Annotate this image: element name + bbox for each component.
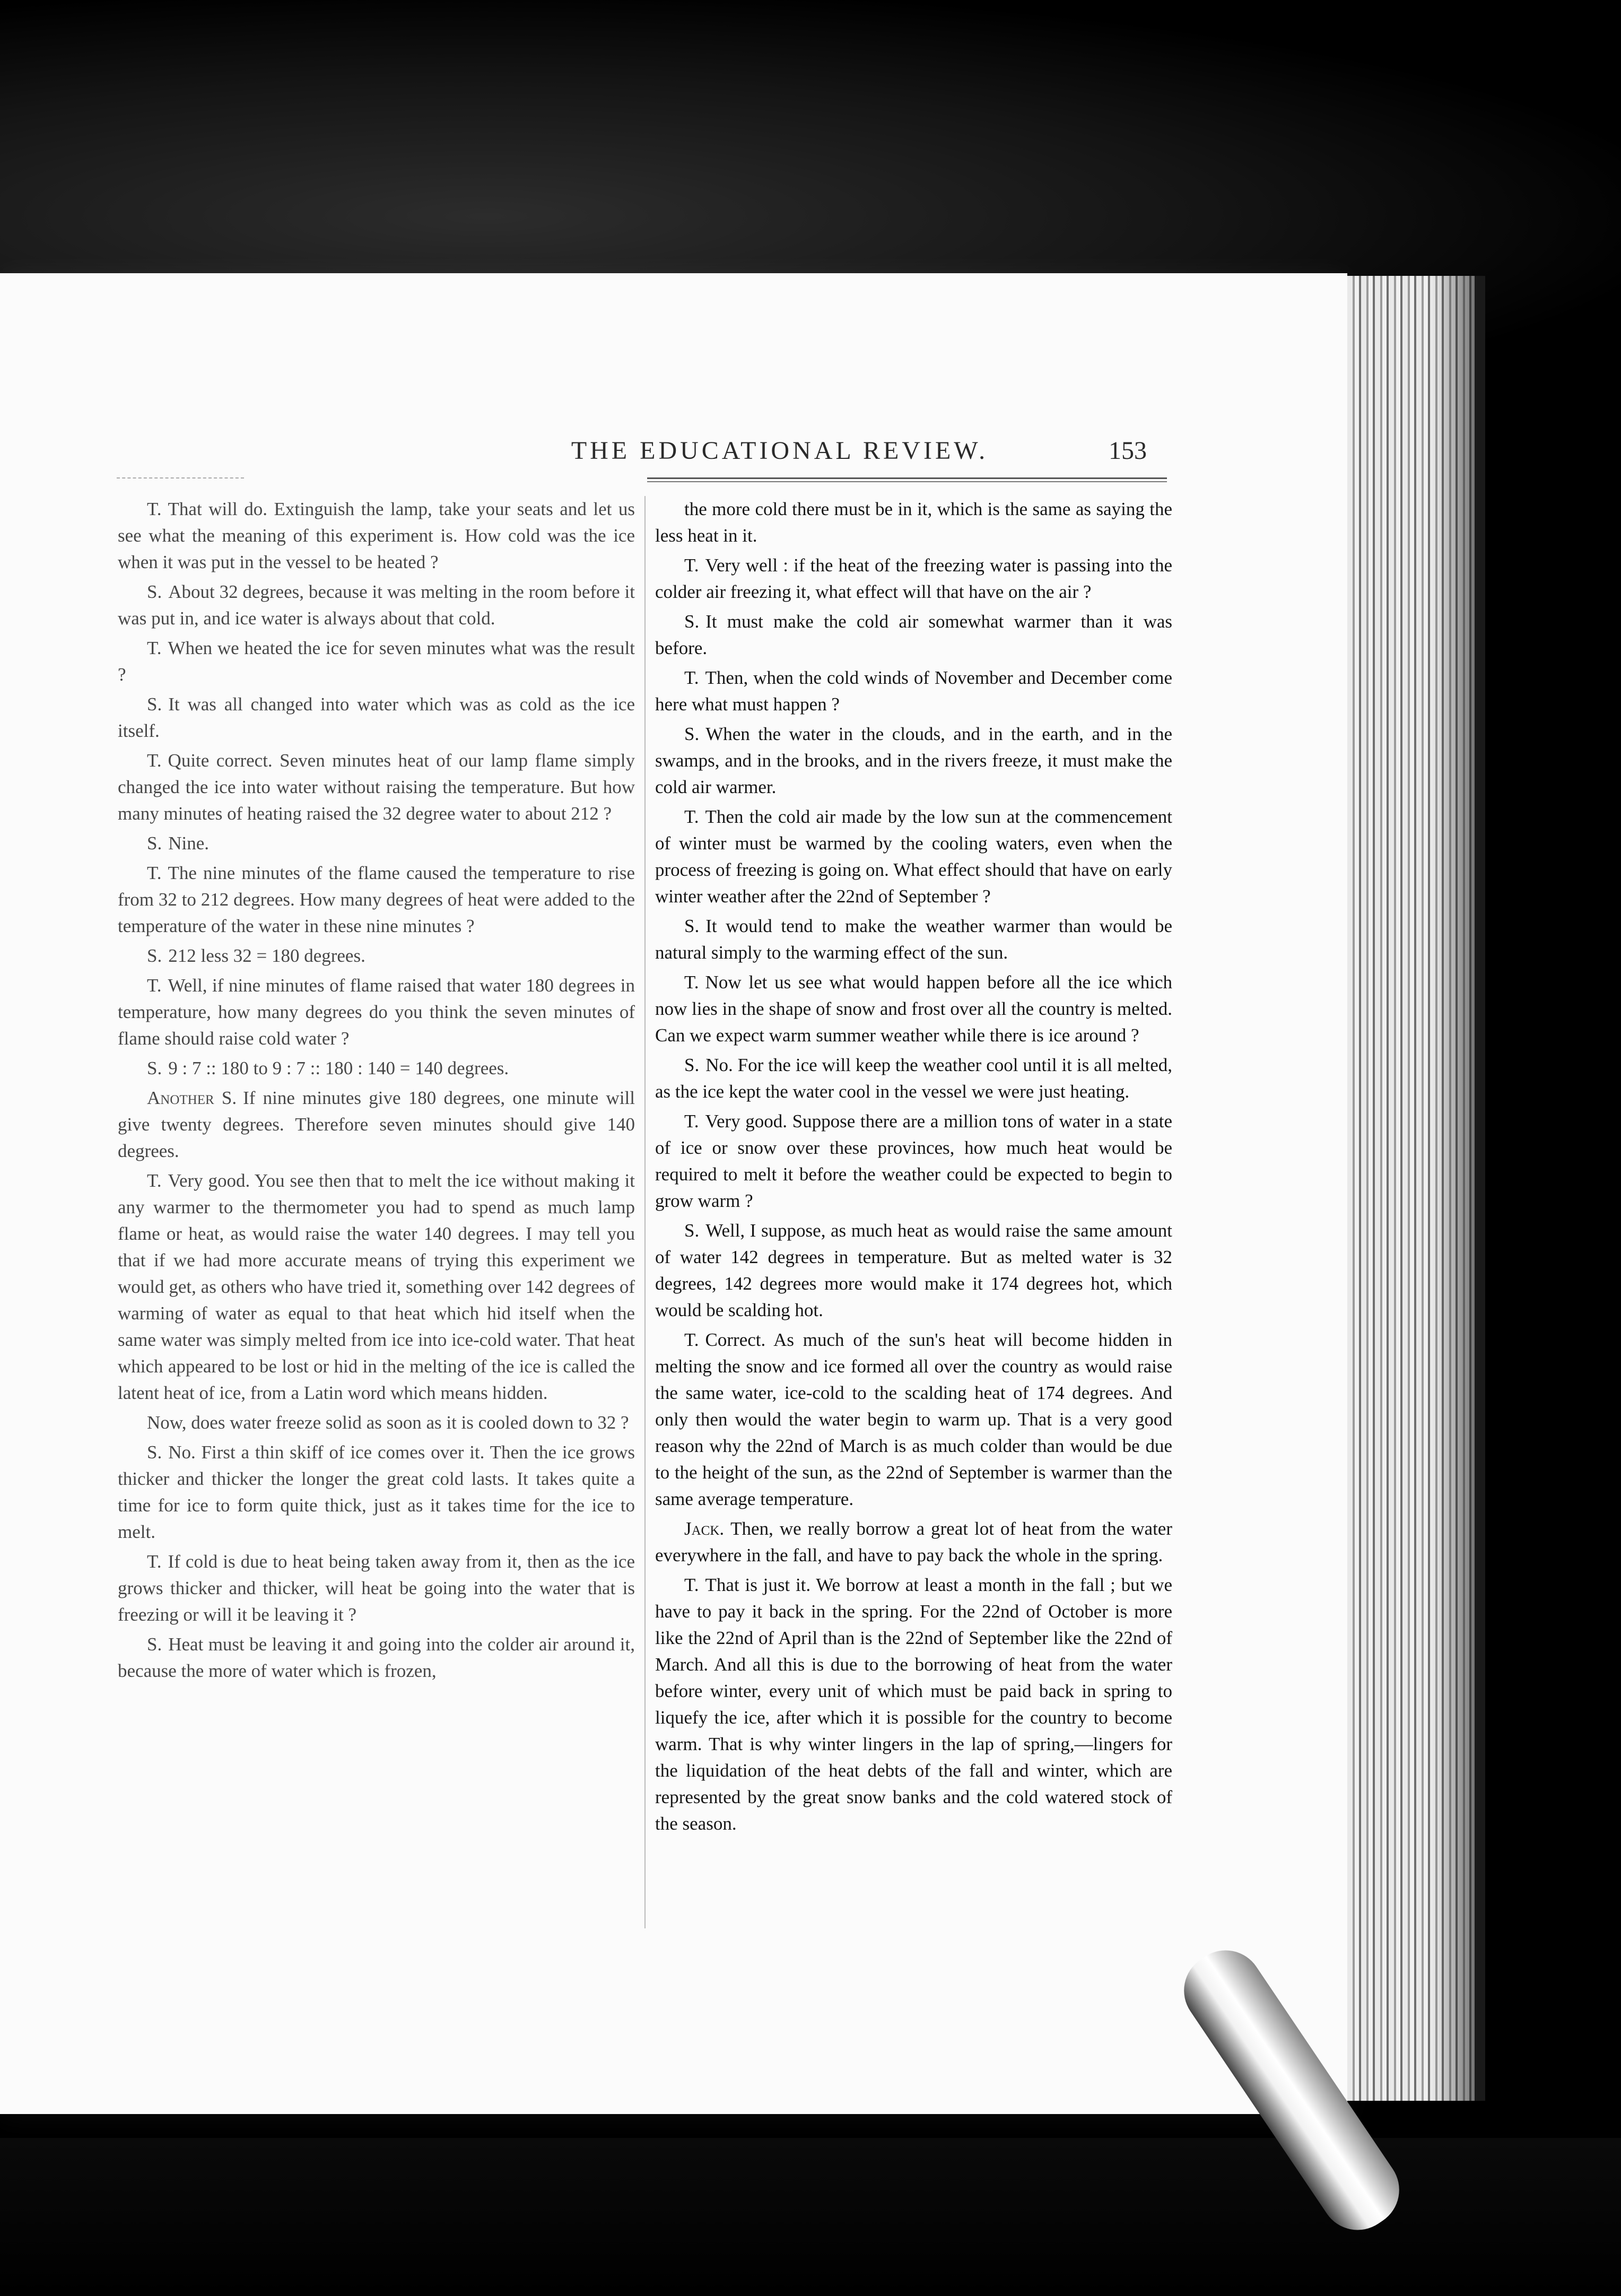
paragraph-text: It must make the cold air somewhat warmer than it was before.	[655, 611, 1172, 658]
speaker-label: T.	[684, 1111, 699, 1132]
speaker-label: T.	[684, 1329, 699, 1350]
paragraph-text: About 32 degrees, because it was melting in the room before it was put in, and ice water is always about that cold.	[118, 581, 635, 629]
paragraph	[118, 972, 635, 1052]
paragraph-text: Very well : if the heat of the freezing water is passing into the colder air freezing it, what effect will that have on the air ?	[655, 555, 1172, 602]
paragraph	[655, 804, 1172, 910]
paragraph-text: Very good. You see then that to melt the ice without making it any warmer to the thermometer you had to spend as much lamp flame or heat, as would raise the water 140 degrees. I may tell you that if we had more accurate means of trying this experiment we would get, as others who have tried it, something over 142 degrees of warming of water as equal to that heat which hid itself when the same water was simply melted from ice into ice-cold water. That heat which appeared to be lost or hid in the melting of the ice is called the latent heat of ice, from a Latin word which means hidden.	[118, 1170, 635, 1403]
paragraph-text: Now, does water freeze solid as soon as it is cooled down to 32 ?	[147, 1412, 629, 1433]
speaker-label: T.	[147, 863, 162, 883]
paragraph-text: Then, when the cold winds of November and December come here what must happen ?	[655, 667, 1172, 715]
speaker-label: S.	[147, 945, 162, 966]
paragraph	[118, 1549, 635, 1628]
paragraph	[118, 579, 635, 632]
paragraph-text: It would tend to make the weather warmer than would be natural simply to the warming effect of the sun.	[655, 916, 1172, 963]
paragraph-text: No. First a thin skiff of ice comes over it. Then the ice grows thicker and thicker the longer the great cold lasts. It takes quite a time for ice to form quite thick, just as it takes time for the ice to melt.	[118, 1442, 635, 1542]
paragraph	[655, 721, 1172, 801]
paragraph-text: No. For the ice will keep the weather cool until it is all melted, as the ice kept the water cool in the vessel we were just heating.	[655, 1055, 1172, 1102]
paragraph	[655, 1572, 1172, 1837]
paragraph-text: Quite correct. Seven minutes heat of our lamp flame simply changed the ice into water without raising the temperature. But how many minutes of heating raised the 32 degree water to about 212 ?	[118, 750, 635, 824]
paragraph-text: That will do. Extinguish the lamp, take your seats and let us see what the meaning of this experiment is. How cold was the ice when it was put in the vessel to be heated ?	[118, 499, 635, 572]
header-rule-short	[117, 477, 244, 479]
paragraph-text: 9 : 7 :: 180 to 9 : 7 :: 180 : 140 = 140 degrees.	[168, 1058, 509, 1079]
paragraph	[655, 1108, 1172, 1214]
paragraph	[118, 1055, 635, 1082]
paragraph	[118, 830, 635, 857]
paragraph-text: Well, if nine minutes of flame raised that water 180 degrees in temperature, how many degrees do you think the seven minutes of flame should raise cold water ?	[118, 975, 635, 1049]
paragraph-text: It was all changed into water which was as cold as the ice itself.	[118, 694, 635, 741]
paragraph	[118, 1410, 635, 1436]
paragraph-text: Correct. As much of the sun's heat will become hidden in melting the snow and ice formed all over the country as would raise the same water, ice-cold to the scalding heat of 174 degrees. And only then would the water begin to warm up. That is a very good reason why the 22nd of March is as much colder than would be due to the height of the sun, as the 22nd of September is warmer than the same average temperature.	[655, 1329, 1172, 1509]
speaker-label: S.	[684, 1220, 700, 1241]
speaker-label: S.	[684, 1055, 700, 1075]
paragraph	[655, 969, 1172, 1049]
speaker-label: S.	[147, 1058, 162, 1079]
paragraph-text: 212 less 32 = 180 degrees.	[168, 945, 365, 966]
page-number: 153	[1109, 437, 1147, 465]
speaker-label: S.	[147, 694, 162, 715]
paragraph	[655, 665, 1172, 718]
speaker-label: T.	[147, 1551, 162, 1572]
speaker-label: S.	[684, 916, 700, 936]
speaker-label: T.	[684, 972, 699, 993]
paragraph-text: When we heated the ice for seven minutes what was the result ?	[118, 638, 635, 685]
paragraph	[655, 1052, 1172, 1105]
paragraph	[655, 1327, 1172, 1512]
paragraph	[655, 608, 1172, 662]
paragraph	[118, 1631, 635, 1684]
paragraph-text: Now let us see what would happen before all the ice which now lies in the shape of snow and frost over all the country is melted. Can we expect warm summer weather while there is ice around ?	[655, 972, 1172, 1046]
speaker-label: S.	[147, 833, 162, 854]
paragraph	[118, 943, 635, 969]
column-divider	[644, 496, 646, 1928]
paragraph-text: the more cold there must be in it, which is the same as saying the less heat in it.	[655, 499, 1172, 546]
speaker-label: T.	[684, 667, 699, 688]
header-rule	[647, 477, 1167, 482]
speaker-label: S.	[147, 581, 162, 602]
paragraph-text: If cold is due to heat being taken away from it, then as the ice grows thicker and thicker, will heat be going into the water that is freezing or will it be leaving it ?	[118, 1551, 635, 1625]
speaker-label: T.	[147, 975, 162, 996]
paragraph	[118, 1439, 635, 1545]
speaker-label: S.	[147, 1634, 162, 1655]
paragraph	[118, 496, 635, 576]
paragraph-text: Very good. Suppose there are a million tons of water in a state of ice or snow over these provinces, how much heat would be required to melt it before the weather could be expected to begin to grow warm ?	[655, 1111, 1172, 1211]
paragraph	[655, 496, 1172, 549]
paragraph	[118, 860, 635, 940]
running-head: THE EDUCATIONAL REVIEW.	[571, 437, 989, 465]
paragraph-text: Then, we really borrow a great lot of heat from the water everywhere in the fall, and have to pay back the whole in the spring.	[655, 1518, 1172, 1566]
paragraph	[655, 552, 1172, 605]
speaker-label: T.	[147, 750, 162, 771]
paragraph-text: If nine minutes give 180 degrees, one minute will give twenty degrees. Therefore seven minutes should give 140 degrees.	[118, 1088, 635, 1161]
speaker-label: T.	[684, 806, 699, 827]
paragraph-text: When the water in the clouds, and in the earth, and in the swamps, and in the brooks, and in the rivers freeze, it must make the cold air warmer.	[655, 724, 1172, 797]
paragraph-text: Heat must be leaving it and going into the colder air around it, because the more of water which is frozen,	[118, 1634, 635, 1681]
paragraph	[118, 747, 635, 827]
speaker-label: Another S.	[147, 1088, 237, 1108]
speaker-label: T.	[147, 499, 162, 519]
paragraph	[655, 1217, 1172, 1324]
paragraph-text: That is just it. We borrow at least a month in the fall ; but we have to pay it back in the spring. For the 22nd of October is more like the 22nd of April than is the 22nd of September like the 22nd of March. And all this is due to the borrowing of heat from the water before winter, every unit of which must be paid back in spring to liquefy the ice, after which it is possible for the country to become warm. That is why winter lingers in the lap of spring,—lingers for the liquidation of the heat debts of the fall and winter, which are represented by the great snow banks and the cold watered stock of the season.	[655, 1575, 1172, 1834]
page-edges	[1347, 276, 1485, 2101]
speaker-label: S.	[147, 1442, 162, 1463]
paragraph-text: Nine.	[168, 833, 210, 854]
speaker-label: Jack.	[684, 1518, 725, 1539]
paragraph	[118, 1168, 635, 1406]
speaker-label: S.	[684, 724, 700, 744]
speaker-label: T.	[684, 555, 699, 576]
speaker-label: T.	[684, 1575, 699, 1595]
paragraph	[118, 1085, 635, 1164]
right-column	[655, 496, 1172, 1840]
speaker-label: T.	[147, 1170, 162, 1191]
left-column	[118, 496, 635, 1688]
speaker-label: S.	[684, 611, 700, 632]
speaker-label: T.	[147, 638, 162, 658]
paragraph	[655, 913, 1172, 966]
paragraph	[118, 635, 635, 688]
paragraph	[655, 1516, 1172, 1569]
paragraph-text: Then the cold air made by the low sun at the commencement of winter must be warmed by the cooling waters, even when the process of freezing is going on. What effect should that have on early winter weather after the 22nd of September ?	[655, 806, 1172, 907]
paragraph-text: Well, I suppose, as much heat as would raise the same amount of water 142 degrees in temperature. But as melted water is 32 degrees, 142 degrees more would make it 174 degrees hot, which would be scalding hot.	[655, 1220, 1172, 1320]
paragraph	[118, 691, 635, 744]
paragraph-text: The nine minutes of the flame caused the temperature to rise from 32 to 212 degrees. How many degrees of heat were added to the temperature of the water in these nine minutes ?	[118, 863, 635, 936]
